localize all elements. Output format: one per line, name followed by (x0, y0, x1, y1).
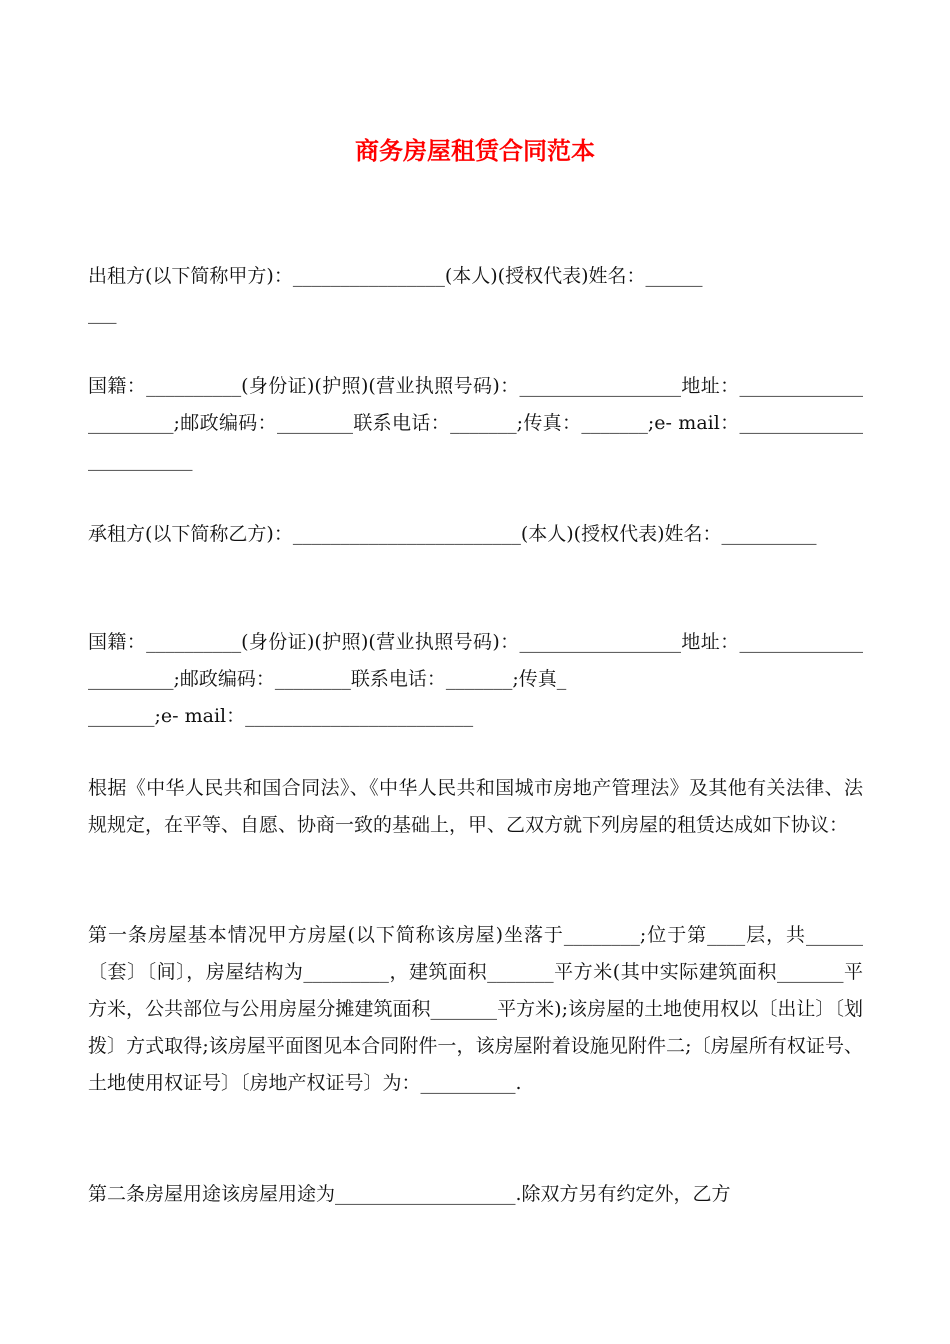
legal-basis-paragraph: 根据《中华人民共和国合同法》、《中华人民共和国城市房地产管理法》及其他有关法律、法规规定，在平等、自愿、协商一致的基础上，甲、乙双方就下列房屋的租赁达成如下协议： (88, 777, 863, 836)
document-title: 商务房屋租赁合同范本 (355, 137, 595, 165)
article-two-paragraph: 第二条房屋用途该房屋用途为___________________.除双方另有约定外，乙方 (88, 1183, 731, 1205)
lessee-paragraph: 承租方(以下简称乙方)：________________________(本人)(授权代表)姓名：__________ (88, 523, 817, 545)
lessee-details-paragraph: 国籍：__________(身份证)(护照)(营业执照号码)：_________________地址：______________________;邮政编码：________联系电话：_______;传真_ _______;e- mail：________________________ (88, 631, 863, 727)
article-one-paragraph: 第一条房屋基本情况甲方房屋(以下简称该房屋)坐落于________;位于第____层，共______〔套〕〔间〕，房屋结构为_________，建筑面积_______平方米(其中实际建筑面积_______平方米，公共部位与公用房屋分摊建筑面积_______平方米);该房屋的土地使用权以〔出让〕〔划拨〕方式取得;该房屋平面图见本合同附件一，该房屋附着设施见附件二;〔房屋所有权证号、土地使用权证号〕〔房地产权证号〕为：__________. (88, 924, 863, 1094)
lessor-details-paragraph: 国籍：__________(身份证)(护照)(营业执照号码)：_________________地址：______________________;邮政编码：________联系电话：_______;传真：_______;e- mail：________________________ (88, 375, 863, 471)
lessor-paragraph: 出租方(以下简称甲方)：________________(本人)(授权代表)姓名：______ ___ (88, 265, 703, 324)
